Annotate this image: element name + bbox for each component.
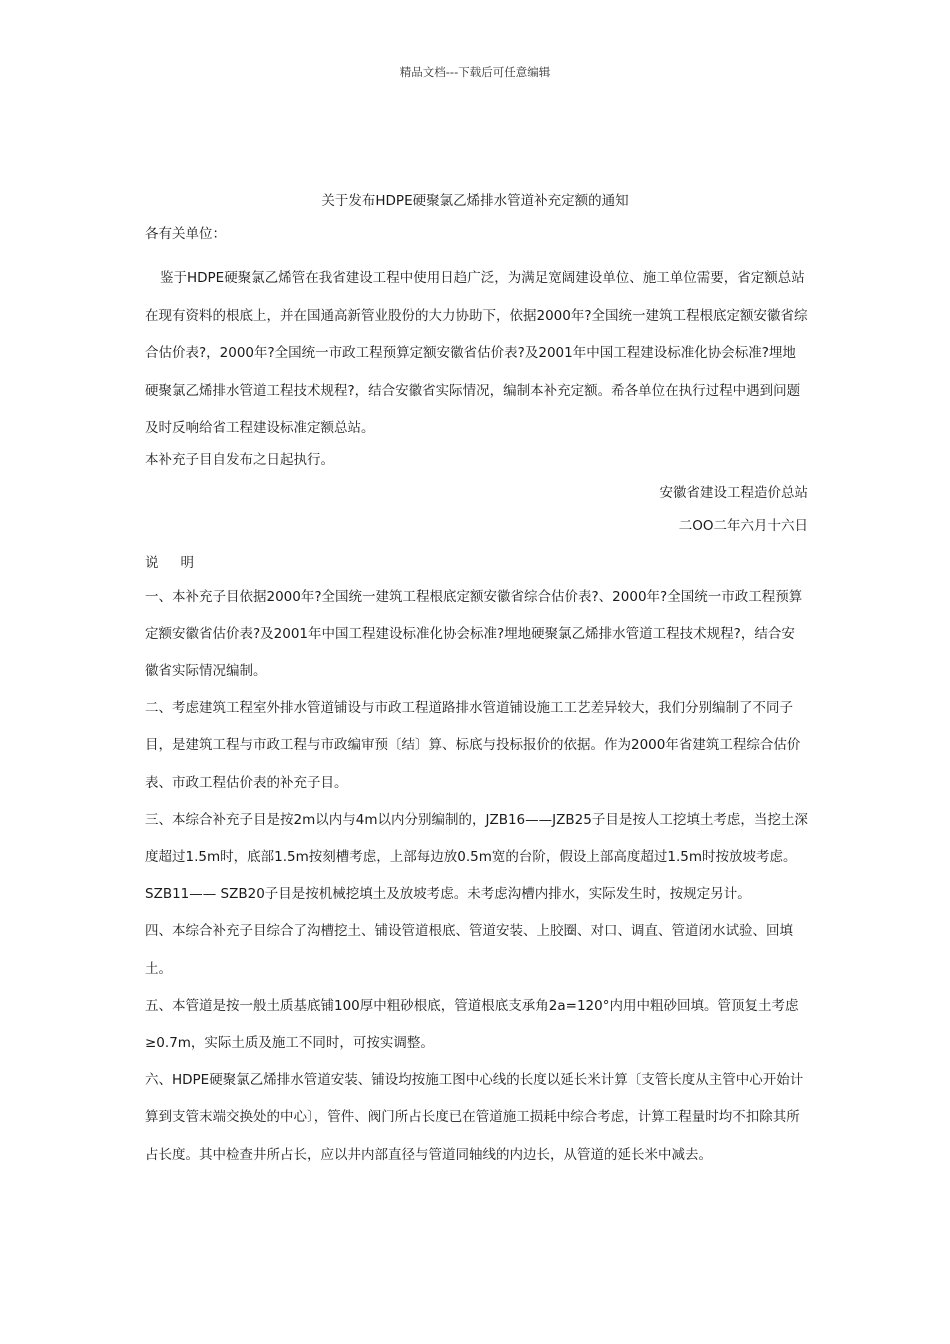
section-heading bbox=[145, 548, 808, 579]
list-item: 一、本补充子目依据2000年?全国统一建筑工程根底定额安徽省综合估价表?、2000年?全国统一市政工程预算定额安徽省估价表?及2001年中国工程建设标准化协会标准?埋地硬聚氯乙烯排水管道工程技术规程?，结合安徽省实际情况编制。 bbox=[145, 588, 803, 679]
list-item: 六、HDPE硬聚氯乙烯排水管道安装、铺设均按施工图中心线的长度以延长米计算〔支管长度从主管中心开始计算到支管末端交换处的中心〕，管件、阀门所占长度已在管道施工损耗中综合考虑，计算工程量时均不扣除其所占长度。其中检查井所占长，应以井内部直径与管道同轴线的内边长，从管道的延长米中减去。 bbox=[145, 1072, 804, 1163]
section-heading-char-2: 明 bbox=[180, 554, 194, 571]
salutation: 各有关单位： bbox=[145, 226, 226, 242]
list-item: 五、本管道是按一般土质基底铺100厚中粗砂根底，管道根底支承角2a=120°内用中粗砂回填。管顶复土考虑≥0.7m，实际土质及施工不同时，可按实调整。 bbox=[145, 997, 799, 1051]
document-title: 关于发布HDPE硬聚氯乙烯排水管道补充定额的通知 bbox=[321, 193, 629, 209]
list-item: 四、本综合补充子目综合了沟槽挖土、铺设管道根底、管道安装、上胶圈、对口、调直、管道闭水试验、回填土。 bbox=[145, 923, 793, 977]
list-item: 三、本综合补充子目是按2m以内与4m以内分别编制的，JZB16——JZB25子目是按人工挖填土考虑，当挖土深度超过1.5m时，底部1.5m按刻槽考虑，上部每边放0.5m宽的台阶，假设上部高度超过1.5m时按放坡考虑。SZB11—— SZB20子目是按机械挖填土及放坡考虑。未考虑沟槽内排水，实际发生时，按规定另计。 bbox=[145, 811, 808, 903]
effective-note: 本补充子目自发布之日起执行。 bbox=[145, 451, 334, 468]
list-item: 二、考虑建筑工程室外排水管道铺设与市政工程道路排水管道铺设施工工艺差异较大，我们分别编制了不同子目，是建筑工程与市政工程与市政编审预〔结〕算、标底与投标报价的依据。作为2000年省建筑工程综合估价表、市政工程估价表的补充子目。 bbox=[145, 700, 801, 791]
issue-date: 二OO二年六月十六日 bbox=[678, 517, 808, 534]
intro-paragraph: 鉴于HDPE硬聚氯乙烯管在我省建设工程中使用日趋广泛，为满足宽阔建设单位、施工单位需要，省定额总站在现有资料的根底上，并在国通高新管业股份的大力协助下，依据2000年?全国统一建筑工程根底定额安徽省综合估价表?，2000年?全国统一市政工程预算定额安徽省估价表?及2001年中国工程建设标准化协会标准?埋地硬聚氯乙烯排水管道工程技术规程?，结合安徽省实际情况，编制本补充定额。希各单位在执行过程中遇到问题及时反响给省工程建设标准定额总站。 bbox=[145, 270, 808, 436]
section-heading-char-1: 说 bbox=[145, 554, 159, 571]
header-note: 精品文档---下载后可任意编辑 bbox=[399, 65, 551, 79]
document-body bbox=[145, 222, 808, 1174]
issuer: 安徽省建设工程造价总站 bbox=[659, 484, 808, 501]
